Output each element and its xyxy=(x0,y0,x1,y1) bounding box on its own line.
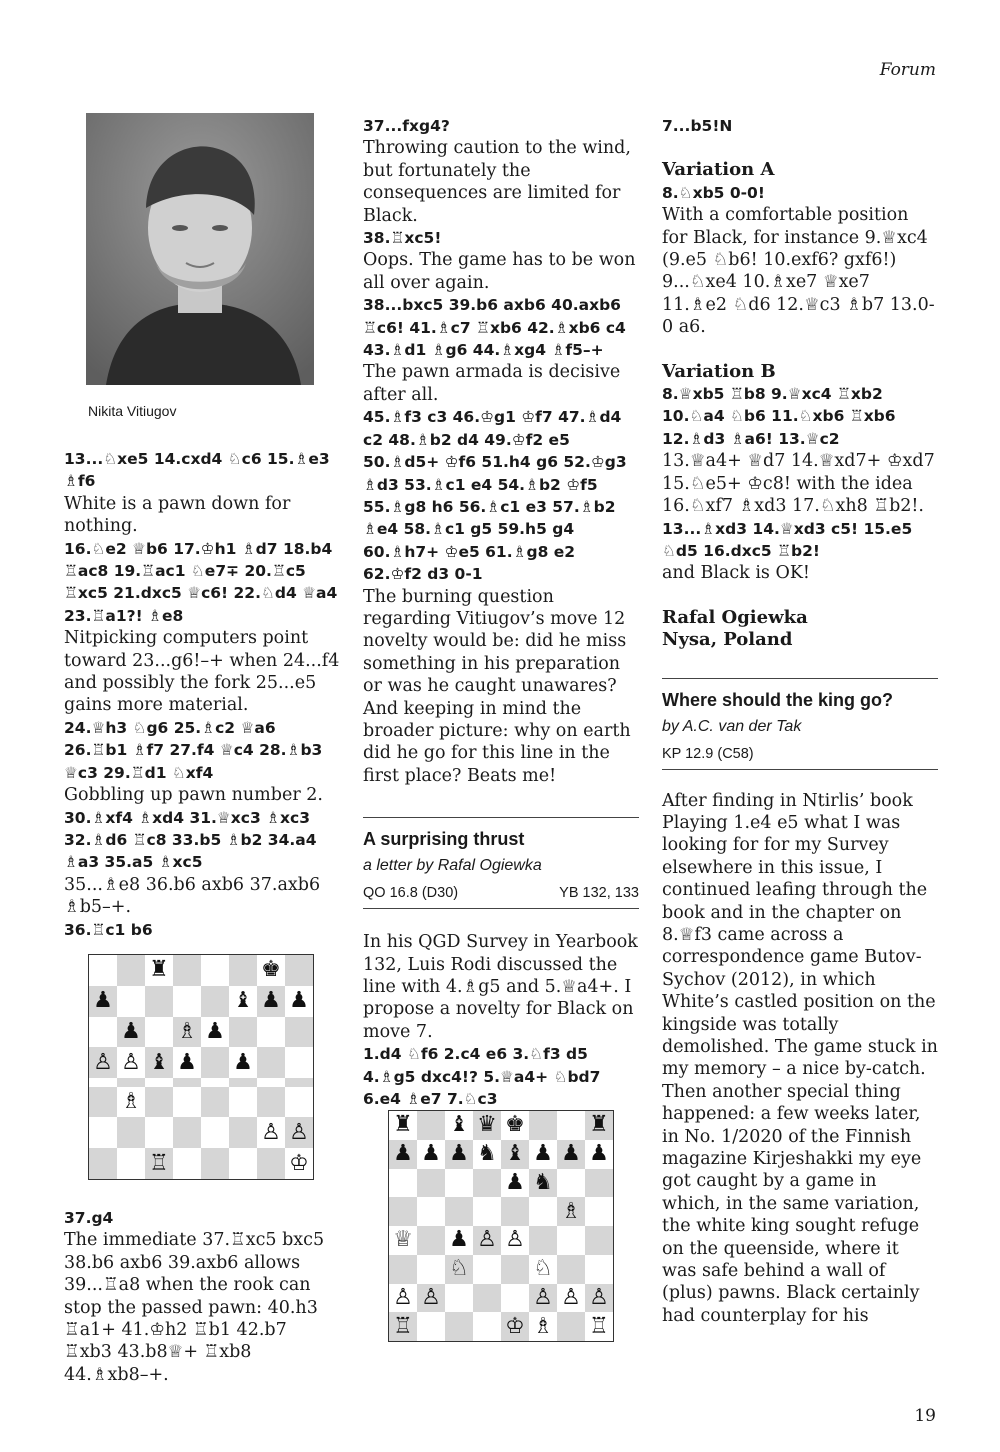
black-pawn-icon: ♟ xyxy=(289,988,309,1014)
move-notation: 16.♘e2 ♕b6 17.♔h1 ♗d7 18.b4 ♖ac8 19.♖ac1 ♘e7∓ 20.♖c5 ♖xc5 21.dxc5 ♕c6! 22.♘d4 ♕a4 23.♖a1?! ♗e8 xyxy=(64,539,338,625)
board-square xyxy=(529,1111,557,1140)
board-square xyxy=(173,1117,201,1148)
black-pawn-icon: ♟ xyxy=(233,1049,253,1075)
black-pawn-icon: ♟ xyxy=(261,988,281,1014)
white-pawn-icon: ♙ xyxy=(477,1227,497,1253)
article-header-surprising-thrust xyxy=(363,817,639,909)
board-square xyxy=(145,1117,173,1148)
board-square xyxy=(501,1140,529,1169)
white-pawn-icon: ♙ xyxy=(289,1119,309,1145)
move-notation: 8.♘xb5 0-0! xyxy=(662,183,765,202)
opening-code: KP 12.9 (C58) xyxy=(662,745,754,762)
board-square xyxy=(145,1047,173,1078)
board-square xyxy=(173,1047,201,1078)
column-2-text xyxy=(363,115,639,787)
spacer xyxy=(662,137,938,159)
white-bishop-icon: ♗ xyxy=(561,1198,581,1224)
board-square xyxy=(117,1148,145,1179)
board-square xyxy=(473,1197,501,1226)
article-codes xyxy=(662,741,938,770)
white-bishop-icon: ♗ xyxy=(177,1018,197,1044)
board-square xyxy=(257,1148,285,1179)
white-pawn-icon: ♙ xyxy=(393,1284,413,1310)
board-square xyxy=(117,1078,145,1087)
board-square xyxy=(529,1255,557,1284)
white-king-icon: ♔ xyxy=(505,1313,525,1339)
black-knight-icon: ♞ xyxy=(533,1169,553,1195)
board-square xyxy=(257,1078,285,1087)
board-square xyxy=(285,1017,313,1048)
board-square xyxy=(417,1312,445,1341)
board-square xyxy=(389,1226,417,1255)
board-square xyxy=(257,955,285,986)
board-square xyxy=(445,1226,473,1255)
board-square xyxy=(417,1255,445,1284)
board-square xyxy=(285,1148,313,1179)
move-notation: 13...♘xe5 14.cxd4 ♘c6 15.♗e3 ♗f6 xyxy=(64,450,330,491)
board-square xyxy=(257,1047,285,1078)
black-bishop-icon: ♝ xyxy=(505,1141,525,1167)
spacer xyxy=(662,339,938,361)
board-square xyxy=(285,1117,313,1148)
black-bishop-icon: ♝ xyxy=(149,1049,169,1075)
board-square xyxy=(557,1111,585,1140)
board-square xyxy=(117,955,145,986)
board-square xyxy=(417,1111,445,1140)
board-square xyxy=(257,1117,285,1148)
move-notation: 7...b5!N xyxy=(662,117,733,135)
column-1 xyxy=(64,448,340,941)
board-square xyxy=(117,1117,145,1148)
black-pawn-icon: ♟ xyxy=(561,1141,581,1167)
board-square xyxy=(389,1169,417,1198)
board-square xyxy=(173,955,201,986)
board-square xyxy=(445,1169,473,1198)
board-square xyxy=(501,1312,529,1341)
board-square xyxy=(417,1284,445,1313)
white-pawn-icon: ♙ xyxy=(261,1119,281,1145)
board-square xyxy=(117,1017,145,1048)
board-square xyxy=(257,986,285,1017)
white-knight-icon: ♘ xyxy=(449,1256,469,1282)
board-square xyxy=(389,1284,417,1313)
board-square xyxy=(417,1169,445,1198)
board-square xyxy=(117,1047,145,1078)
board-square xyxy=(229,1148,257,1179)
board-square xyxy=(585,1255,613,1284)
body-paragraph: The pawn armada is decisive after all. xyxy=(363,362,621,405)
board-square xyxy=(585,1284,613,1313)
board-square xyxy=(473,1169,501,1198)
white-rook-icon: ♖ xyxy=(589,1313,609,1339)
black-bishop-icon: ♝ xyxy=(233,988,253,1014)
black-pawn-icon: ♟ xyxy=(589,1141,609,1167)
board-square xyxy=(89,955,117,986)
board-square xyxy=(89,1078,117,1087)
board-square xyxy=(201,986,229,1017)
board-square xyxy=(173,986,201,1017)
board-square xyxy=(145,1078,173,1087)
subheading: Variation A xyxy=(662,159,775,181)
black-rook-icon: ♜ xyxy=(589,1112,609,1138)
board-square xyxy=(473,1111,501,1140)
board-square xyxy=(473,1284,501,1313)
board-square xyxy=(201,955,229,986)
page-number: 19 xyxy=(914,1406,936,1426)
page-header: Forum xyxy=(879,60,936,80)
white-knight-icon: ♘ xyxy=(533,1256,553,1282)
board-square xyxy=(201,1148,229,1179)
board-square xyxy=(89,1087,117,1118)
white-pawn-icon: ♙ xyxy=(505,1227,525,1253)
body-paragraph: In his QGD Survey in Yearbook 132, Luis Rodi discussed the line with 4.♗g5 and 5.♕a4+. I propose a novelty for Black on move 7. xyxy=(363,932,638,1042)
board-square xyxy=(529,1197,557,1226)
column-3 xyxy=(662,115,938,1327)
black-pawn-icon: ♟ xyxy=(505,1169,525,1195)
board-square xyxy=(257,1087,285,1118)
board-square xyxy=(585,1169,613,1198)
board-square xyxy=(473,1255,501,1284)
board-square xyxy=(557,1140,585,1169)
board-square xyxy=(229,1047,257,1078)
opening-code: QO 16.8 (D30) xyxy=(363,885,459,902)
subheading: Nysa, Poland xyxy=(662,629,793,651)
board-square xyxy=(201,1117,229,1148)
board-square xyxy=(529,1226,557,1255)
board-square xyxy=(229,1017,257,1048)
board-square xyxy=(201,1078,229,1087)
white-queen-icon: ♕ xyxy=(393,1227,413,1253)
body-paragraph: 35...♗e8 36.b6 axb6 37.axb6 ♗b5–+. xyxy=(64,874,321,918)
move-notation: 24.♕h3 ♘g6 25.♗c2 ♕a6 26.♖b1 ♗f7 27.f4 ♕c4 28.♗b3 ♕c3 29.♖d1 ♘xf4 xyxy=(64,718,323,782)
board-square xyxy=(201,1017,229,1048)
black-pawn-icon: ♟ xyxy=(533,1141,553,1167)
board-square xyxy=(285,1078,313,1087)
photo-caption: Nikita Vitiugov xyxy=(88,403,177,419)
board-square xyxy=(89,1047,117,1078)
board-square xyxy=(417,1140,445,1169)
board-square xyxy=(89,1117,117,1148)
board-square xyxy=(585,1111,613,1140)
board-square xyxy=(417,1226,445,1255)
board-square xyxy=(501,1284,529,1313)
board-square xyxy=(173,1078,201,1087)
column-3-text xyxy=(662,115,938,652)
column-2-text-continued xyxy=(363,931,639,1110)
board-square xyxy=(229,1117,257,1148)
board-square xyxy=(445,1284,473,1313)
board-square xyxy=(529,1284,557,1313)
board-square xyxy=(173,1148,201,1179)
board-square xyxy=(145,1148,173,1179)
move-notation: 38.♖xc5! xyxy=(363,229,442,248)
black-rook-icon: ♜ xyxy=(149,957,169,983)
yearbook-ref: YB 132, 133 xyxy=(559,885,639,902)
body-paragraph: The immediate 37.♖xc5 bxc5 38.b6 axb6 39.axb6 allows 39...♖a8 when the rook can stop the passed pawn: 40.h3 ♖a1+ 41.♔h2 ♖b1 42.b7 ♖xb3 43.b8♕+ ♖xb8 44.♗xb8–+. xyxy=(64,1230,325,1385)
move-notation: 36.♖c1 b6 xyxy=(64,920,153,939)
move-notation: 30.♗xf4 ♗xd4 31.♕xc3 ♗xc3 32.♗d6 ♖c8 33.b5 ♗b2 34.a4 ♗a3 35.a5 ♗xc5 xyxy=(64,808,317,872)
white-rook-icon: ♖ xyxy=(149,1150,169,1176)
body-paragraph: and Black is OK! xyxy=(662,563,810,584)
body-paragraph: Gobbling up pawn number 2. xyxy=(64,785,323,806)
board-square xyxy=(445,1312,473,1341)
black-pawn-icon: ♟ xyxy=(421,1141,441,1167)
body-paragraph: The burning question regarding Vitiugov’s move 12 novelty would be: did he miss something in his preparation or was he caught unawares? And keeping in mind the broader picture: why on earth did he go for this line in the first place? Beats me! xyxy=(363,586,631,786)
subheading: Variation B xyxy=(662,360,776,382)
board-square xyxy=(229,1087,257,1118)
column-3-text-continued xyxy=(662,790,938,1328)
board-square xyxy=(473,1226,501,1255)
column-1-text xyxy=(64,448,340,941)
black-pawn-icon: ♟ xyxy=(205,1018,225,1044)
board-square xyxy=(389,1111,417,1140)
black-queen-icon: ♛ xyxy=(477,1112,497,1138)
black-king-icon: ♚ xyxy=(261,957,281,983)
board-square xyxy=(117,1087,145,1118)
board-square xyxy=(557,1255,585,1284)
board-square xyxy=(445,1197,473,1226)
board-square xyxy=(529,1140,557,1169)
article-codes xyxy=(363,880,639,909)
body-paragraph: With a comfortable position for Black, for instance 9.♕xc4 (9.e5 ♘b6! 10.exf6? gxf6!) 9...♘xe4 10.♗xe7 ♕xe7 11.♗e2 ♘d6 12.♕c3 ♗b7 13.0-0 a6. xyxy=(662,205,935,338)
column-2 xyxy=(363,115,639,1110)
body-paragraph: Then another special thing happened: a few weeks later, in No. 1/2020 of the Finnish magazine Kirjeshakki my eye got caught by a game in which, in the same variation, the white king sought refuge on the queenside, where it was safe behind a wall of (plus) pawns. Black certainly had counterplay for his xyxy=(662,1081,922,1326)
article-byline: a letter by Rafal Ogiewka xyxy=(363,857,542,875)
article-title: A surprising thrust xyxy=(363,829,525,850)
chess-diagram-2 xyxy=(388,1110,614,1342)
white-bishop-icon: ♗ xyxy=(533,1313,553,1339)
board-square xyxy=(201,1087,229,1118)
black-bishop-icon: ♝ xyxy=(449,1112,469,1138)
board-square xyxy=(145,986,173,1017)
board-square xyxy=(117,986,145,1017)
body-paragraph: 13.♕a4+ ♕d7 14.♕xd7+ ♔xd7 15.♘e5+ ♔c8! with the idea 16.♘xf7 ♗xd3 17.♘xh8 ♖b2!. xyxy=(662,451,935,517)
board-square xyxy=(557,1284,585,1313)
move-notation: 37...fxg4? xyxy=(363,117,450,135)
board-square xyxy=(473,1140,501,1169)
black-pawn-icon: ♟ xyxy=(449,1141,469,1167)
black-pawn-icon: ♟ xyxy=(449,1227,469,1253)
white-pawn-icon: ♙ xyxy=(121,1049,141,1075)
body-paragraph: Throwing caution to the wind, but fortunately the consequences are limited for Black. xyxy=(363,138,631,226)
board-square xyxy=(445,1255,473,1284)
board-square xyxy=(389,1140,417,1169)
board-square xyxy=(389,1312,417,1341)
black-pawn-icon: ♟ xyxy=(93,988,113,1014)
move-notation: 13...♗xd3 14.♕xd3 c5! 15.e5 ♘d5 16.dxc5 ♖b2! xyxy=(662,519,913,560)
article-title: Where should the king go? xyxy=(662,689,893,710)
board-square xyxy=(89,1017,117,1048)
move-notation: 37.g4 xyxy=(64,1209,114,1227)
board-square xyxy=(501,1111,529,1140)
board-square xyxy=(585,1197,613,1226)
board-square xyxy=(389,1197,417,1226)
board-square xyxy=(501,1169,529,1198)
body-paragraph: After finding in Ntirlis’ book Playing 1.e4 e5 what I was looking for for my Survey elsewhere in this issue, I continued leafing through the book and in the chapter on 8.♕f3 came across a correspondence game Butov-Sychov (2012), in which White’s castled position on the kingside was totally demolished. The game stuck in my memory – a nice by-catch. xyxy=(662,790,938,1080)
column-1-text-continued xyxy=(64,1207,340,1386)
board-square xyxy=(389,1255,417,1284)
white-pawn-icon: ♙ xyxy=(589,1284,609,1310)
board-square xyxy=(229,1078,257,1087)
column-1-continued xyxy=(64,1207,340,1386)
board-square xyxy=(529,1312,557,1341)
board-square xyxy=(145,955,173,986)
black-knight-icon: ♞ xyxy=(477,1141,497,1167)
board-square xyxy=(173,1017,201,1048)
black-pawn-icon: ♟ xyxy=(177,1049,197,1075)
board-square xyxy=(285,1087,313,1118)
black-pawn-icon: ♟ xyxy=(393,1141,413,1167)
board-square xyxy=(557,1226,585,1255)
board-square xyxy=(201,1047,229,1078)
board-square xyxy=(229,955,257,986)
subheading: Rafal Ogiewka xyxy=(662,606,808,628)
board-square xyxy=(585,1312,613,1341)
move-notation: 8.♕xb5 ♖b8 9.♕xc4 ♖xb2 10.♘a4 ♘b6 11.♘xb6 ♖xb6 12.♗d3 ♗a6! 13.♕c2 xyxy=(662,385,896,448)
board-square xyxy=(89,986,117,1017)
board-square xyxy=(529,1169,557,1198)
board-square xyxy=(89,1148,117,1179)
board-square xyxy=(501,1255,529,1284)
white-king-icon: ♔ xyxy=(289,1150,309,1176)
article-header-king xyxy=(662,678,938,770)
player-photo xyxy=(86,113,314,385)
white-bishop-icon: ♗ xyxy=(121,1089,141,1115)
white-pawn-icon: ♙ xyxy=(533,1284,553,1310)
board-square xyxy=(445,1140,473,1169)
black-rook-icon: ♜ xyxy=(393,1112,413,1138)
black-pawn-icon: ♟ xyxy=(121,1018,141,1044)
board-square xyxy=(501,1226,529,1255)
board-square xyxy=(145,1017,173,1048)
board-square xyxy=(173,1087,201,1118)
move-notation: 38...bxc5 39.b6 axb6 40.axb6 ♖c6! 41.♗c7 ♖xb6 42.♗xb6 c4 43.♗d1 ♗g6 44.♗xg4 ♗f5–+ xyxy=(363,296,626,360)
body-paragraph: Nitpicking computers point toward 23...g6!–+ when 24...f4 and possibly the fork 25...e5 gains more material. xyxy=(64,628,340,716)
board-square xyxy=(473,1312,501,1341)
move-notation: 45.♗f3 c3 46.♔g1 ♔f7 47.♗d4 c2 48.♗b2 d4 49.♔f2 e5 50.♗d5+ ♔f6 51.h4 g6 52.♔g3 ♗d3 53.♗c1 e4 54.♗b2 ♔f5 55.♗g8 h6 56.♗c1 e3 57.♗b2 ♗e4 58.♗c1 g5 59.h5 g4 60.♗h7+ ♔e5 61.♗g8 e2 62.♔f2 d3 0-1 xyxy=(363,408,627,584)
board-square xyxy=(557,1312,585,1341)
white-pawn-icon: ♙ xyxy=(421,1284,441,1310)
move-notation: 1.d4 ♘f6 2.c4 e6 3.♘f3 d5 4.♗g5 dxc4!? 5.♕a4+ ♘bd7 6.e4 ♗e7 7.♘c3 xyxy=(363,1045,601,1109)
body-paragraph: White is a pawn down for nothing. xyxy=(64,493,291,537)
board-square xyxy=(285,986,313,1017)
board-square xyxy=(257,1017,285,1048)
board-square xyxy=(417,1197,445,1226)
board-square xyxy=(285,1047,313,1078)
white-pawn-icon: ♙ xyxy=(561,1284,581,1310)
spacer xyxy=(662,585,938,607)
board-square xyxy=(557,1169,585,1198)
black-king-icon: ♚ xyxy=(505,1112,525,1138)
board-square xyxy=(445,1111,473,1140)
board-square xyxy=(501,1197,529,1226)
portrait-image xyxy=(86,113,314,385)
board-square xyxy=(229,986,257,1017)
board-square xyxy=(145,1087,173,1118)
article-byline: by A.C. van der Tak xyxy=(662,717,802,735)
board-square xyxy=(585,1140,613,1169)
board-square xyxy=(557,1197,585,1226)
chess-diagram-1 xyxy=(88,954,314,1180)
board-square xyxy=(285,955,313,986)
body-paragraph: Oops. The game has to be won all over again. xyxy=(363,250,636,293)
white-pawn-icon: ♙ xyxy=(93,1049,113,1075)
white-rook-icon: ♖ xyxy=(393,1313,413,1339)
board-square xyxy=(585,1226,613,1255)
